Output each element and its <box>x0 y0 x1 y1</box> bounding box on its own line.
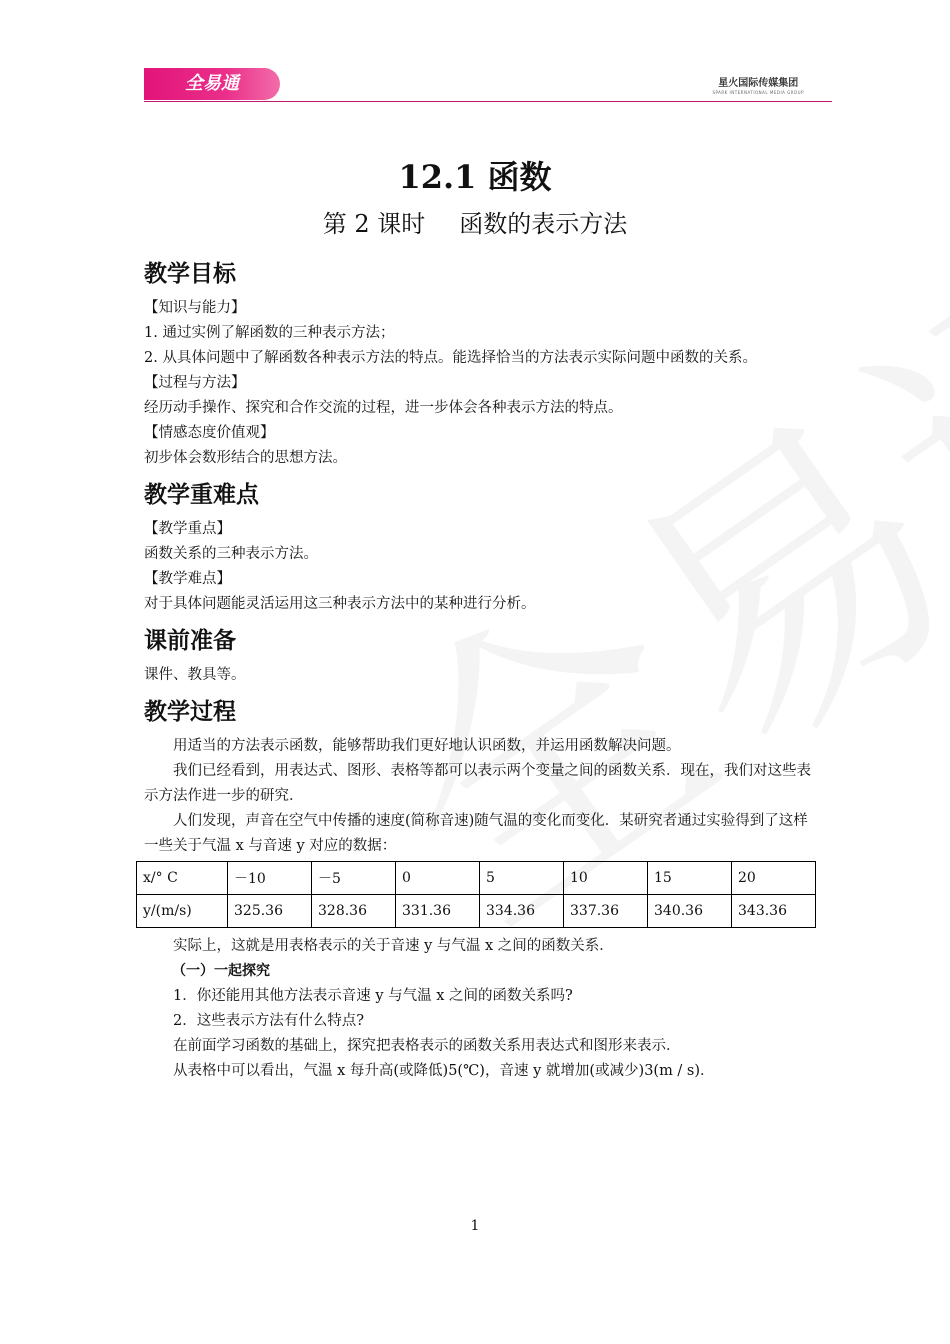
focus-text: 函数关系的三种表示方法。 <box>144 546 318 562</box>
document-subtitle <box>0 204 950 239</box>
knowledge-item-2: 2. 从具体问题中了解函数各种表示方法的特点。能选择恰当的方法表示实际问题中函数的关系。 <box>144 350 757 366</box>
page-header <box>144 66 832 102</box>
publisher-name: 星火国际传媒集团 <box>718 78 799 89</box>
page-number: 1 <box>470 1218 480 1234</box>
lesson-number: 第 2 课时 <box>322 210 426 238</box>
lesson-topic: 函数的表示方法 <box>459 210 628 238</box>
table-cell: 20 <box>732 862 816 895</box>
question-1: 1．你还能用其他方法表示音速 y 与气温 x 之间的函数关系吗? <box>173 988 573 1004</box>
table-cell: 328.36 <box>312 895 396 928</box>
section-heading-preparation: 课前准备 <box>144 628 236 654</box>
table-cell: 5 <box>480 862 564 895</box>
knowledge-item-1: 1. 通过实例了解函数的三种表示方法； <box>144 325 395 341</box>
table-cell: －10 <box>228 862 312 895</box>
attitude-text: 初步体会数形结合的思想方法。 <box>144 450 347 466</box>
table-cell: 10 <box>564 862 648 895</box>
table-row-temperature <box>137 862 816 895</box>
attitude-label: 【情感态度价值观】 <box>144 425 275 441</box>
document-title: 12.1 函数 <box>398 158 552 196</box>
focus-label: 【教学重点】 <box>144 521 231 537</box>
section-heading-goals: 教学目标 <box>144 261 236 287</box>
difficulty-label: 【教学难点】 <box>144 571 231 587</box>
process-paragraph-3: 人们发现，声音在空气中传播的速度(简称音速)随气温的变化而变化．某研究者通过实验得到了这样一些关于气温 x 与音速 y 对应的数据： <box>144 813 808 854</box>
document-body <box>144 250 814 1084</box>
table-cell: x/° C <box>137 862 228 895</box>
speed-temperature-table <box>136 861 816 928</box>
preparation-text: 课件、教具等。 <box>144 667 246 683</box>
table-cell: 0 <box>396 862 480 895</box>
section-heading-key-points: 教学重难点 <box>144 482 259 508</box>
table-cell: y/(m/s) <box>137 895 228 928</box>
publisher-brand <box>712 74 804 95</box>
header-divider <box>144 101 832 102</box>
table-row-speed <box>137 895 816 928</box>
process-paragraph-5: 在前面学习函数的基础上，探究把表格表示的函数关系用表达式和图形来表示． <box>173 1038 681 1054</box>
section-heading-process: 教学过程 <box>144 699 236 725</box>
process-label: 【过程与方法】 <box>144 375 246 391</box>
process-paragraph-4: 实际上，这就是用表格表示的关于音速 y 与气温 x 之间的函数关系． <box>173 938 614 954</box>
process-paragraph-1: 用适当的方法表示函数，能够帮助我们更好地认识函数，并运用函数解决问题。 <box>173 738 681 754</box>
table-cell: 340.36 <box>648 895 732 928</box>
table-cell: 15 <box>648 862 732 895</box>
process-paragraph-6: 从表格中可以看出，气温 x 每升高(或降低)5(℃)，音速 y 就增加(或减少)3(m / s)． <box>173 1063 715 1079</box>
process-paragraph-2: 我们已经看到，用表达式、图形、表格等都可以表示两个变量之间的函数关系．现在，我们对这些表示方法作进一步的研究． <box>144 763 811 804</box>
table-cell: 325.36 <box>228 895 312 928</box>
table-cell: 337.36 <box>564 895 648 928</box>
knowledge-label: 【知识与能力】 <box>144 300 246 316</box>
brand-logo: 全易通 <box>144 68 280 100</box>
table-cell: 343.36 <box>732 895 816 928</box>
table-cell: 334.36 <box>480 895 564 928</box>
difficulty-text: 对于具体问题能灵活运用这三种表示方法中的某种进行分析。 <box>144 596 536 612</box>
explore-heading: （一）一起探究 <box>172 963 270 979</box>
question-2: 2．这些表示方法有什么特点? <box>173 1013 364 1029</box>
process-text: 经历动手操作、探究和合作交流的过程，进一步体会各种表示方法的特点。 <box>144 400 623 416</box>
publisher-subtitle: SPARK INTERNATIONAL MEDIA GROUP <box>712 90 804 95</box>
table-cell: －5 <box>312 862 396 895</box>
table-cell: 331.36 <box>396 895 480 928</box>
